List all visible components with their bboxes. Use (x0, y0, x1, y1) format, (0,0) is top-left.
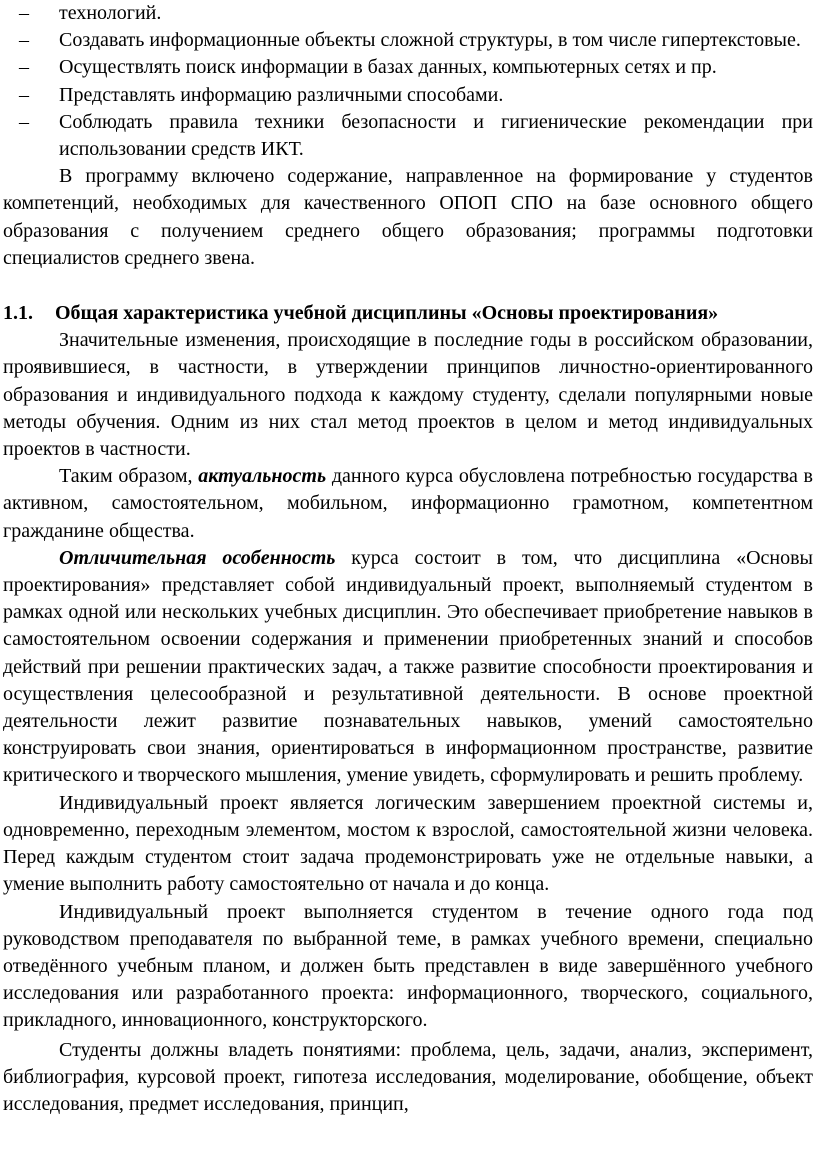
list-item (3, 0, 813, 27)
list-item-text: технологий. (59, 2, 162, 24)
section-heading (3, 300, 813, 327)
paragraph-feature (3, 545, 813, 790)
paragraph-individual-project: Индивидуальный проект является логическим завершением проектной системы и, одновременно, переходным элементом, мостом к взрослой, самостоятельной жизни человека. Перед каждым студентом стоит задача продемонстрировать уже не отдельные навыки, а умение выполнить работу самостоятельно от начала и до конца. (3, 791, 813, 896)
relevance-term: актуальность (198, 465, 327, 488)
intro-paragraph: В программу включено содержание, направленное на формирование у студентов компетенций, необходимых для качественного ОПОП СПО на базе основного общего образования с получением среднего общего образования; программы подготовки специалистов среднего звена. (3, 165, 813, 269)
list-item (3, 54, 813, 81)
list-dash: – (19, 83, 29, 106)
paragraph-concepts: Студенты должны владеть понятиями: проблема, цель, задачи, анализ, эксперимент, библиография, курсовой проект, гипотеза исследования, моделирование, обобщение, объект исследования, предмет исследования, принцип, (3, 1038, 813, 1115)
paragraph-project-execution: Индивидуальный проект выполняется студентом в течение одного года под руководством преподавателя по выбранной теме, в рамках учебного времени, специально отведённого учебным планом, и должен быть представлен в виде завершённого учебного исследования или разработанного проекта: информационного, творческого, социального, прикладного, инновационного, конструкторского. (3, 900, 813, 1032)
paragraph-changes: Значительные изменения, происходящие в последние годы в российском образовании, проявившиеся, в частности, в утверждении принципов личностно-ориентированного образования и индивидуального подхода к каждому студенту, сделали популярными новые методы обучения. Одним из них стал метод проектов в целом и метод индивидуальных проектов в частности. (3, 329, 813, 461)
requirements-list (3, 0, 813, 163)
list-item-text: Представлять информацию различными способами. (59, 83, 504, 106)
list-dash: – (19, 110, 29, 133)
list-item-text: Осуществлять поиск информации в базах данных, компьютерных сетях и пр. (59, 56, 717, 79)
section-title: Общая характеристика учебной дисциплины «Основы проектирования» (55, 302, 719, 325)
list-item-text: Создавать информационные объекты сложной структуры, в том числе гипертекстовые. (59, 29, 801, 52)
section-number: 1.1. (3, 302, 33, 325)
paragraph-relevance (3, 463, 813, 545)
relevance-body: данного курса обусловлена потребностью государства в активном, самостоятельном, мобильном, информационно грамотном, компетентном гражданине общества. (3, 465, 813, 542)
list-item (3, 82, 813, 109)
list-item (3, 27, 813, 54)
list-item (3, 109, 813, 163)
list-dash: – (19, 29, 29, 52)
relevance-lead: Таким образом, (59, 465, 199, 488)
list-item-text: Соблюдать правила техники безопасности и гигиенические рекомендации при использовании средств ИКТ. (59, 110, 813, 161)
feature-term: Отличительная особенность (59, 546, 336, 569)
list-dash: – (19, 2, 29, 24)
list-dash: – (19, 56, 29, 79)
feature-body: курса состоит в том, что дисциплина «Основы проектирования» представляет собой индивидуальный проект, выполняемый студентом в рамках одной или нескольких учебных дисциплин. Это обеспечивает приобретение навыков в самостоятельном освоении содержания и применении приобретенных знаний и способов действий при решении практических задач, а также развитие способности проектирования и осуществления целесообразной и результативной деятельности. В основе проектной деятельности лежит развитие познавательных навыков, умений самостоятельно конструировать свои знания, ориентироваться в информационном пространстве, развитие критического и творческого мышления, умение увидеть, сформулировать и решить проблему. (3, 546, 813, 787)
